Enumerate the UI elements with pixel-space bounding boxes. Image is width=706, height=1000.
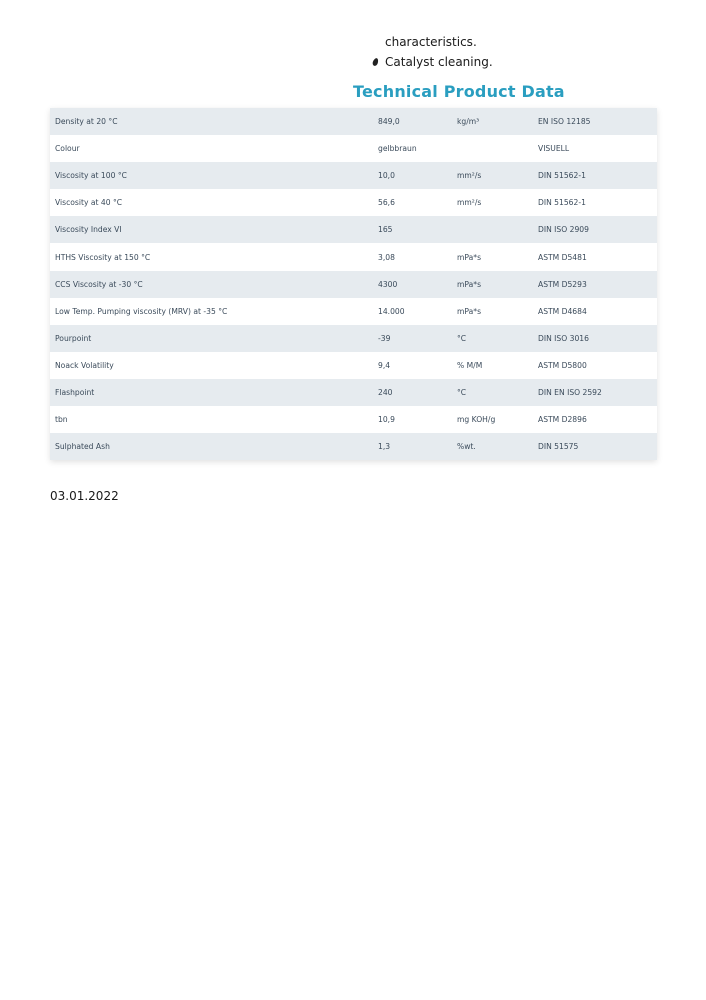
value-cell: 56,6 <box>378 198 395 208</box>
method-cell: ASTM D5293 <box>538 279 587 289</box>
value-cell: 3,08 <box>378 252 395 262</box>
value-cell: 10,0 <box>378 171 395 181</box>
property-cell: Colour <box>55 144 80 154</box>
method-cell: DIN ISO 3016 <box>538 333 589 343</box>
property-cell: Sulphated Ash <box>55 442 110 452</box>
property-cell: Noack Volatility <box>55 360 114 370</box>
bullet-item <box>373 55 493 69</box>
unit-cell: °C <box>457 333 467 343</box>
value-cell: 10,9 <box>378 415 395 425</box>
value-cell: 240 <box>378 387 393 397</box>
unit-cell: %wt. <box>457 442 476 452</box>
table-row <box>50 406 657 433</box>
property-cell: Density at 20 °C <box>55 117 118 127</box>
property-cell: Viscosity at 40 °C <box>55 198 123 208</box>
table-row <box>50 162 657 189</box>
value-cell: -39 <box>378 333 391 343</box>
unit-cell: mPa*s <box>457 279 482 289</box>
unit-cell <box>457 216 538 243</box>
property-cell: Viscosity Index VI <box>55 225 122 235</box>
property-cell: Flashpoint <box>55 387 95 397</box>
intro-continued-text: characteristics. <box>385 35 477 49</box>
data-table <box>50 108 657 460</box>
section-title: Technical Product Data <box>353 82 565 101</box>
technical-data-table <box>50 108 657 460</box>
value-cell: 1,3 <box>378 442 391 452</box>
property-cell: CCS Viscosity at -30 °C <box>55 279 143 289</box>
table-body <box>50 108 657 460</box>
property-cell: Low Temp. Pumping viscosity (MRV) at -35 °C <box>55 306 228 316</box>
method-cell: DIN ISO 2909 <box>538 225 589 235</box>
unit-cell: °C <box>457 387 467 397</box>
table-row <box>50 433 657 460</box>
method-cell: DIN 51562-1 <box>538 171 586 181</box>
table-row <box>50 298 657 325</box>
value-cell: 849,0 <box>378 117 400 127</box>
table-row <box>50 325 657 352</box>
property-cell: HTHS Viscosity at 150 °C <box>55 252 151 262</box>
table-row <box>50 189 657 216</box>
property-cell: tbn <box>55 415 68 425</box>
table-row <box>50 352 657 379</box>
value-cell: 165 <box>378 225 393 235</box>
value-cell: 4300 <box>378 279 398 289</box>
unit-cell: mm²/s <box>457 171 482 181</box>
unit-cell: mg KOH/g <box>457 415 496 425</box>
property-cell: Viscosity at 100 °C <box>55 171 127 181</box>
unit-cell: % M/M <box>457 360 483 370</box>
bullet-text: Catalyst cleaning. <box>385 55 493 69</box>
value-cell: gelbbraun <box>378 144 417 154</box>
unit-cell: mPa*s <box>457 306 482 316</box>
table-row <box>50 379 657 406</box>
method-cell: ASTM D5800 <box>538 360 587 370</box>
method-cell: EN ISO 12185 <box>538 117 591 127</box>
value-cell: 14.000 <box>378 306 405 316</box>
table-row <box>50 243 657 270</box>
method-cell: DIN 51575 <box>538 442 579 452</box>
method-cell: VISUELL <box>538 144 570 154</box>
property-cell: Pourpoint <box>55 333 92 343</box>
table-row <box>50 135 657 162</box>
document-date: 03.01.2022 <box>50 489 119 503</box>
table-row <box>50 271 657 298</box>
unit-cell: mPa*s <box>457 252 482 262</box>
method-cell: DIN 51562-1 <box>538 198 586 208</box>
method-cell: DIN EN ISO 2592 <box>538 387 602 397</box>
unit-cell: mm²/s <box>457 198 482 208</box>
unit-cell: kg/m³ <box>457 117 480 127</box>
bullet-icon <box>372 57 379 66</box>
table-row <box>50 216 657 243</box>
method-cell: ASTM D4684 <box>538 306 587 316</box>
value-cell: 9,4 <box>378 360 391 370</box>
method-cell: ASTM D5481 <box>538 252 587 262</box>
unit-cell <box>457 135 538 162</box>
method-cell: ASTM D2896 <box>538 415 587 425</box>
table-row <box>50 108 657 135</box>
